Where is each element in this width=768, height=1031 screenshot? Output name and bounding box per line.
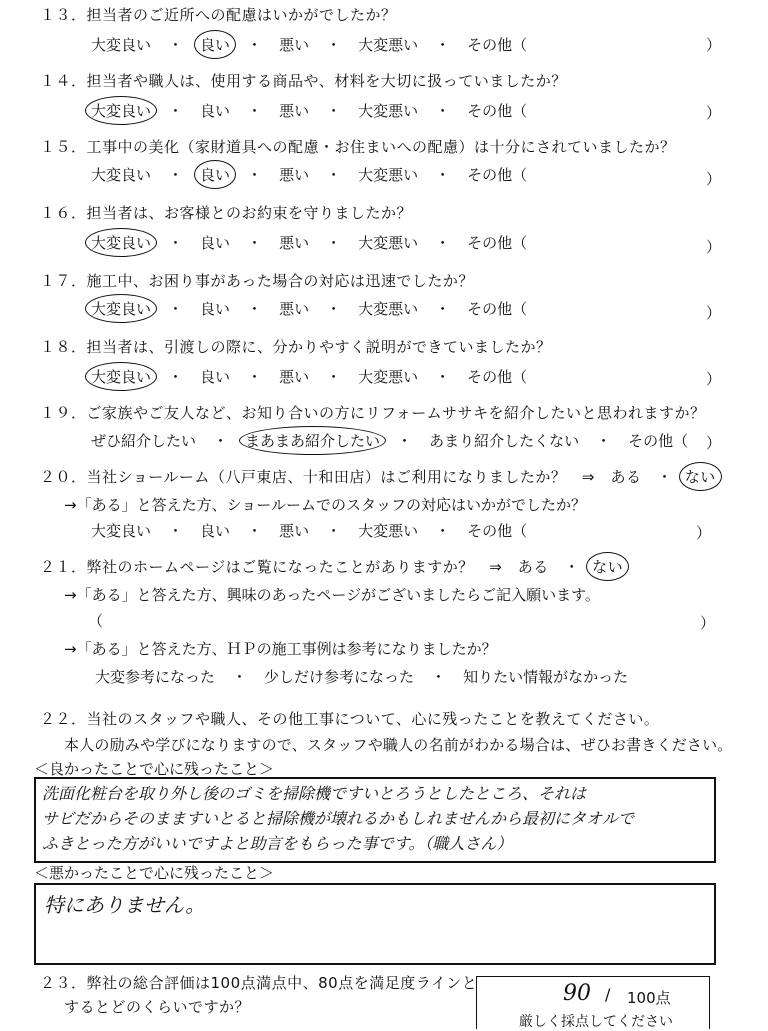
q21-close: ） (700, 614, 716, 632)
q16-close: ） (706, 238, 722, 256)
option-separator: ・ (168, 36, 184, 54)
q13-option-2[interactable]: 悪い (279, 36, 310, 54)
good-line-1: 洗面化粧台を取り外し後のゴミを掃除機ですいとろうとしたところ、それは (42, 784, 587, 803)
q20-options (88, 520, 530, 541)
score-slash: / (605, 985, 611, 1004)
option-separator: ・ (435, 300, 451, 318)
q16-option-2[interactable]: 悪い (279, 234, 310, 252)
q14-option-0[interactable]: 大変良い (88, 100, 154, 121)
bad-comment-box (34, 883, 716, 965)
option-separator: ・ (247, 166, 263, 184)
q15-question: １５．工事中の美化（家財道具への配慮・お住まいへの配慮）は十分にされていましたか？ (40, 138, 676, 156)
q18-option-4[interactable]: その他（ (467, 368, 528, 386)
q20-question (40, 466, 719, 487)
q17-close: ） (706, 304, 722, 322)
q14-option-2[interactable]: 悪い (279, 102, 310, 120)
option-separator: ・ (247, 234, 263, 252)
q18-option-3[interactable]: 大変悪い (358, 368, 419, 386)
q13-option-4[interactable]: その他（ (467, 36, 528, 54)
q17-option-4[interactable]: その他（ (467, 300, 528, 318)
option-separator: ・ (247, 36, 263, 54)
q14-question: １４．担当者や職人は、使用する商品や、材料を大切に扱っていましたか？ (40, 72, 567, 90)
good-label: ＜良かったことで心に残ったこと＞ (34, 760, 275, 778)
q16-option-1[interactable]: 良い (200, 234, 231, 252)
option-separator: ・ (435, 102, 451, 120)
q23-question: ２３．弊社の総合評価は100点満点中、80点を満足度ラインと (40, 974, 478, 992)
option-separator: ・ (326, 36, 342, 54)
option-separator: ・ (326, 102, 342, 120)
q21-option-1[interactable]: 少しだけ参考になった (264, 668, 415, 686)
option-separator: ・ (326, 368, 342, 386)
q21-option-0[interactable]: 大変参考になった (95, 668, 216, 686)
q13-question: １３．担当者のご近所への配慮はいかがでしたか？ (40, 6, 397, 24)
option-separator: ・ (168, 300, 184, 318)
q21-question (40, 556, 626, 577)
q19-option-1[interactable]: まあまあ紹介したい (242, 430, 383, 451)
q15-option-4[interactable]: その他（ (467, 166, 528, 184)
option-separator: ・ (435, 36, 451, 54)
q15-options (88, 164, 530, 185)
q18-option-2[interactable]: 悪い (279, 368, 310, 386)
q23-question-cont: するとどのくらいですか？ (64, 998, 251, 1016)
q13-option-1[interactable]: 良い (197, 34, 233, 55)
q17-option-1[interactable]: 良い (200, 300, 231, 318)
q16-option-4[interactable]: その他（ (467, 234, 528, 252)
q16-option-0[interactable]: 大変良い (88, 232, 154, 253)
score-max: 100点 (627, 989, 671, 1007)
q21-question-text: ２１．弊社のホームページはご覧になったことがありますか？ ⇒ ある ・ (40, 558, 580, 576)
q18-question: １８．担当者は、引渡しの際に、分かりやすく説明ができていましたか？ (40, 338, 552, 356)
option-separator: ・ (247, 300, 263, 318)
good-line-3: ふきとった方がいいですよと助言をもらった事です。（職人さん） (42, 834, 513, 853)
q13-options (88, 34, 530, 55)
q20-option-2[interactable]: 悪い (279, 522, 310, 540)
q17-option-2[interactable]: 悪い (279, 300, 310, 318)
option-separator: ・ (232, 668, 248, 686)
q21-answer-circled: ない (589, 556, 626, 577)
q14-options (88, 100, 530, 121)
q16-options (88, 232, 530, 253)
q19-option-0[interactable]: ぜひ紹介したい (91, 432, 197, 450)
q20-sub-question: →「ある」と答えた方、ショールームでのスタッフの対応はいかがでしたか？ (64, 496, 586, 514)
option-separator: ・ (168, 102, 184, 120)
score-note: 厳しく採点してください (519, 1014, 673, 1030)
q22-question: ２２．当社のスタッフや職人、その他工事について、心に残ったことを教えてください。 (40, 710, 660, 728)
bad-comment-handwriting: 特にありません。 (44, 893, 206, 917)
q15-option-2[interactable]: 悪い (279, 166, 310, 184)
option-separator: ・ (326, 234, 342, 252)
q13-close: ） (706, 36, 722, 54)
option-separator: ・ (247, 102, 263, 120)
option-separator: ・ (435, 522, 451, 540)
q19-close: ） (706, 434, 722, 452)
q15-option-3[interactable]: 大変悪い (358, 166, 419, 184)
option-separator: ・ (247, 368, 263, 386)
q21-option-2[interactable]: 知りたい情報がなかった (463, 668, 629, 686)
q14-option-3[interactable]: 大変悪い (358, 102, 419, 120)
q14-close: ） (706, 104, 722, 122)
q20-option-3[interactable]: 大変悪い (358, 522, 419, 540)
q21-sub-question-1: →「ある」と答えた方、興味のあったページがございましたらご記入願います。 (64, 586, 600, 604)
option-separator: ・ (435, 368, 451, 386)
q18-close: ） (706, 370, 722, 388)
q17-question: １７．施工中、お困り事があった場合の対応は迅速でしたか？ (40, 272, 474, 290)
q13-option-0[interactable]: 大変良い (91, 36, 152, 54)
option-separator: ・ (326, 300, 342, 318)
q14-option-4[interactable]: その他（ (467, 102, 528, 120)
option-separator: ・ (596, 432, 612, 450)
option-separator: ・ (397, 432, 413, 450)
bad-label: ＜悪かったことで心に残ったこと＞ (34, 864, 275, 882)
q16-option-3[interactable]: 大変悪い (358, 234, 419, 252)
option-separator: ・ (168, 166, 184, 184)
option-separator: ・ (168, 522, 184, 540)
q19-options (88, 430, 691, 451)
good-comment-handwriting (42, 781, 634, 856)
q19-question: １９．ご家族やご友人など、お知り合いの方にリフォームササキを紹介したいと思われますか？ (40, 404, 706, 422)
q20-answer-circled: ない (682, 466, 719, 487)
q18-options (88, 366, 530, 387)
option-separator: ・ (435, 234, 451, 252)
option-separator: ・ (435, 166, 451, 184)
q13-option-3[interactable]: 大変悪い (358, 36, 419, 54)
q17-option-0[interactable]: 大変良い (88, 298, 154, 319)
option-separator: ・ (326, 522, 342, 540)
q21-open: （ (88, 612, 104, 630)
q21-sub-question-2: →「ある」と答えた方、ＨＰの施工事例は参考になりましたか？ (64, 640, 497, 658)
q15-close: ） (706, 170, 722, 188)
q19-option-2[interactable]: あまり紹介したくない (429, 432, 580, 450)
score-value: 90 (563, 981, 591, 1006)
good-comment-box (34, 777, 716, 863)
q20-close: ） (696, 524, 712, 542)
q20-option-4[interactable]: その他（ (467, 522, 528, 540)
option-separator: ・ (326, 166, 342, 184)
option-separator: ・ (168, 368, 184, 386)
q18-option-0[interactable]: 大変良い (88, 366, 154, 387)
q20-question-text: ２０．当社ショールーム（八戸東店、十和田店）はご利用になりましたか？ ⇒ ある ・ (40, 468, 673, 486)
q18-option-1[interactable]: 良い (200, 368, 231, 386)
q14-option-1[interactable]: 良い (200, 102, 231, 120)
option-separator: ・ (247, 522, 263, 540)
q21-options (92, 666, 631, 687)
q15-option-0[interactable]: 大変良い (91, 166, 152, 184)
q17-options (88, 298, 530, 319)
q22-note: 本人の励みや学びになりますので、スタッフや職人の名前がわかる場合は、ぜひお書きください。 (64, 736, 733, 754)
option-separator: ・ (168, 234, 184, 252)
q20-option-1[interactable]: 良い (200, 522, 231, 540)
option-separator: ・ (213, 432, 229, 450)
q20-option-0[interactable]: 大変良い (91, 522, 152, 540)
score-box (476, 976, 710, 1029)
option-separator: ・ (431, 668, 447, 686)
good-line-2: サビだからそのまますいとると掃除機が壊れるかもしれませんから最初にタオルで (42, 809, 635, 828)
q16-question: １６．担当者は、お客様とのお約束を守りましたか？ (40, 204, 413, 222)
q19-option-3[interactable]: その他（ (628, 432, 689, 450)
q17-option-3[interactable]: 大変悪い (358, 300, 419, 318)
q15-option-1[interactable]: 良い (197, 164, 233, 185)
